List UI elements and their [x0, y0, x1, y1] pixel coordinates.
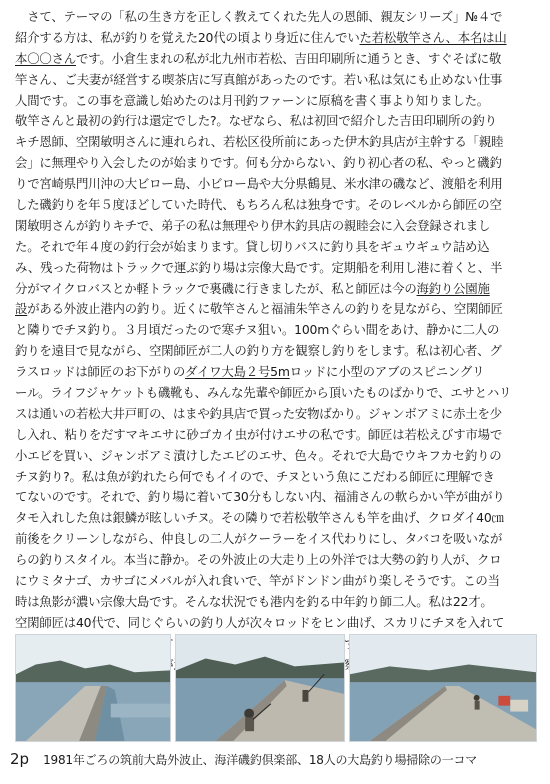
text-segment: し入れ、粘りをだすマキエサに砂ゴカイ虫が付けエサの私です。師匠は若松えびす市場で	[15, 426, 503, 442]
underlined-text: 海釣り公園施	[416, 280, 490, 296]
article-line	[15, 446, 537, 467]
text-segment: 紹介する方は、私が釣りを覚えた20代の頃より身近に住んでい	[15, 29, 360, 45]
photo-caption: 1981年ごろの筑前大島外波止、海洋磯釣倶楽部、18人の大島釣り場掃除の一コマ	[43, 753, 478, 767]
text-segment: にウミタナゴ、カサゴにメバルが入れ食いで、竿がドンドン曲がり楽しそうです。この当	[15, 573, 500, 589]
article-line	[15, 279, 537, 300]
text-segment: 空閑師匠は40代で、同じぐらいの釣り人が次々ロッドをヒン曲げ、スカリにチヌを入れて	[15, 614, 505, 630]
article-line	[15, 258, 537, 279]
underlined-text: 本〇〇さん	[15, 50, 76, 66]
article-line	[15, 132, 537, 153]
article-line	[15, 320, 537, 341]
text-segment: 時は魚影が濃い宗像大島です。そんな状況でも港内を釣る中年釣り師二人。私は22才。	[15, 593, 493, 609]
text-segment: ール。ライフジャケットも磯靴も、みんな先輩や師匠から頂いたものばかりで、エサとハリ	[15, 385, 512, 401]
text-segment: スは通いの若松大井戸町の、はまや釣具店で買った安物ばかり。ジャンボアミに赤土を少	[15, 405, 502, 421]
article-line	[15, 237, 537, 258]
article-line	[15, 383, 537, 404]
article-line	[15, 529, 537, 550]
page-footer	[10, 750, 540, 774]
article-line	[15, 299, 537, 320]
article-line	[15, 7, 537, 28]
page-number: 2p	[10, 750, 30, 768]
text-segment: 竿さん、ご夫妻が経営する喫茶店に写真館があったのです。若い私は気にも止めない仕事	[15, 71, 503, 87]
text-segment: りで宮崎県門川沖の大ビロー島、小ビロー島や大分県鶴見、米水津の磯など、渡船を利用	[15, 176, 503, 192]
article-line	[15, 467, 537, 488]
article-line	[15, 613, 537, 634]
text-segment: てないのです。それで、釣り場に着いて30分もしない内、福浦さんの軟らかい竿が曲がり	[15, 489, 505, 505]
text-segment: 前後をクリーンしながら、仲良しの二人がクーラーをイス代わりにし、タバコを吸いなが	[15, 531, 503, 547]
article-line	[15, 508, 537, 529]
text-segment: と隣りでチヌ釣り。３月頃だったので寒チヌ狙い。100mぐらい間をあけ、静かに二人の	[15, 322, 500, 338]
article-line	[15, 592, 537, 613]
text-segment: 釣りを遠目で見ながら、空閑師匠が二人の釣り方を観察し釣りをします。私は初心者、グ	[15, 343, 502, 359]
photo-strip	[15, 634, 537, 742]
article-line	[15, 425, 537, 446]
text-segment: です。小倉生まれの私が北九州市若松、吉田印刷所に通うとき、すぐそばに敬	[75, 50, 502, 66]
article-line	[15, 195, 537, 216]
article-line	[15, 91, 537, 112]
article-line	[15, 550, 537, 571]
photo-breakwater-left	[15, 634, 171, 742]
underlined-text: た若松敬竿さん、本名は山	[359, 29, 507, 45]
text-segment: た。それで年４度の釣行会が始まります。貸し切りバスに釣り具をギュウギュウ詰め込	[15, 238, 490, 254]
text-segment: 会」に無理やり入会したのが始まりです。何も分からない、釣り初心者の私、やっと磯釣	[15, 155, 502, 171]
text-segment: 閑敏明さんが釣りキチで、弟子の私は無理やり伊木釣具店の親睦会に入会登録されまし	[15, 217, 491, 233]
underlined-text: 設	[15, 301, 28, 317]
text-segment: 分がマイクロバスとか軽トラックで裏磯に行きましたが、私と師匠は今の	[15, 280, 417, 296]
article-line	[15, 49, 537, 70]
article-line	[15, 174, 537, 195]
photo-long-breakwater	[349, 634, 537, 742]
underlined-text: ダイワ大島２号5m	[185, 364, 290, 380]
article-body	[15, 7, 537, 676]
text-segment: ラスロッドは師匠のお下がりの	[15, 364, 186, 380]
article-line	[15, 487, 537, 508]
text-segment: らの釣りスタイル。本当に静か。その外波止の大走り上の外洋では大勢の釣り人が、クロ	[15, 552, 502, 568]
article-line	[15, 362, 537, 383]
article-line	[15, 404, 537, 425]
article-line	[15, 216, 537, 237]
text-segment: 人間です。この事を意識し始めたのは月刊釣ファーンに原稿を書く事より知りました。	[15, 92, 489, 108]
text-segment: み、残った荷物はトラックで運ぶ釣り場は宗像大島です。定期船を利用し港に着くと、半	[15, 259, 503, 275]
text-segment: ロッドに小型のアブのスピニングリ	[289, 364, 485, 380]
text-segment: した磯釣りを年５度ほどしていた時代、もちろん私は独身です。そのレベルから師匠の空	[15, 197, 502, 213]
text-segment: がある外波止港内の釣り。近くに敬竿さんと福浦朱竿さんの釣りを見ながら、空閑師匠	[27, 301, 503, 317]
photo-anglers-on-pier	[175, 634, 345, 742]
article-line	[15, 341, 537, 362]
text-segment: 小エビを買い、ジャンボアミ漬けしたエビのエサ、色々。それで大島でウキフカセ釣りの	[15, 447, 502, 463]
article-line	[15, 111, 537, 132]
text-segment: 敬竿さんと最初の釣行は還定でした?。なぜなら、私は初回で紹介した吉田印刷所の釣り	[15, 113, 497, 129]
article-line	[15, 28, 537, 49]
text-segment: タモ入れした魚は銀鱗が眩しいチヌ。その隣りで若松敬竿さんも竿を曲げ、クロダイ40㎝	[15, 510, 504, 526]
text-segment: チヌ釣り?。私は魚が釣れたら何でもイイので、チヌという魚にこだわる師匠に理解でき	[15, 468, 495, 484]
article-line	[15, 70, 537, 91]
text-segment: さて、テーマの「私の生き方を正しく教えてくれた先人の恩師、親友シリーズ」№４で	[15, 9, 503, 24]
article-line	[15, 571, 537, 592]
article-line	[15, 153, 537, 174]
text-segment: キチ恩師、空閑敏明さんに連れられ、若松区役所前にあった伊木釣具店が主幹する「親睦	[15, 134, 504, 150]
